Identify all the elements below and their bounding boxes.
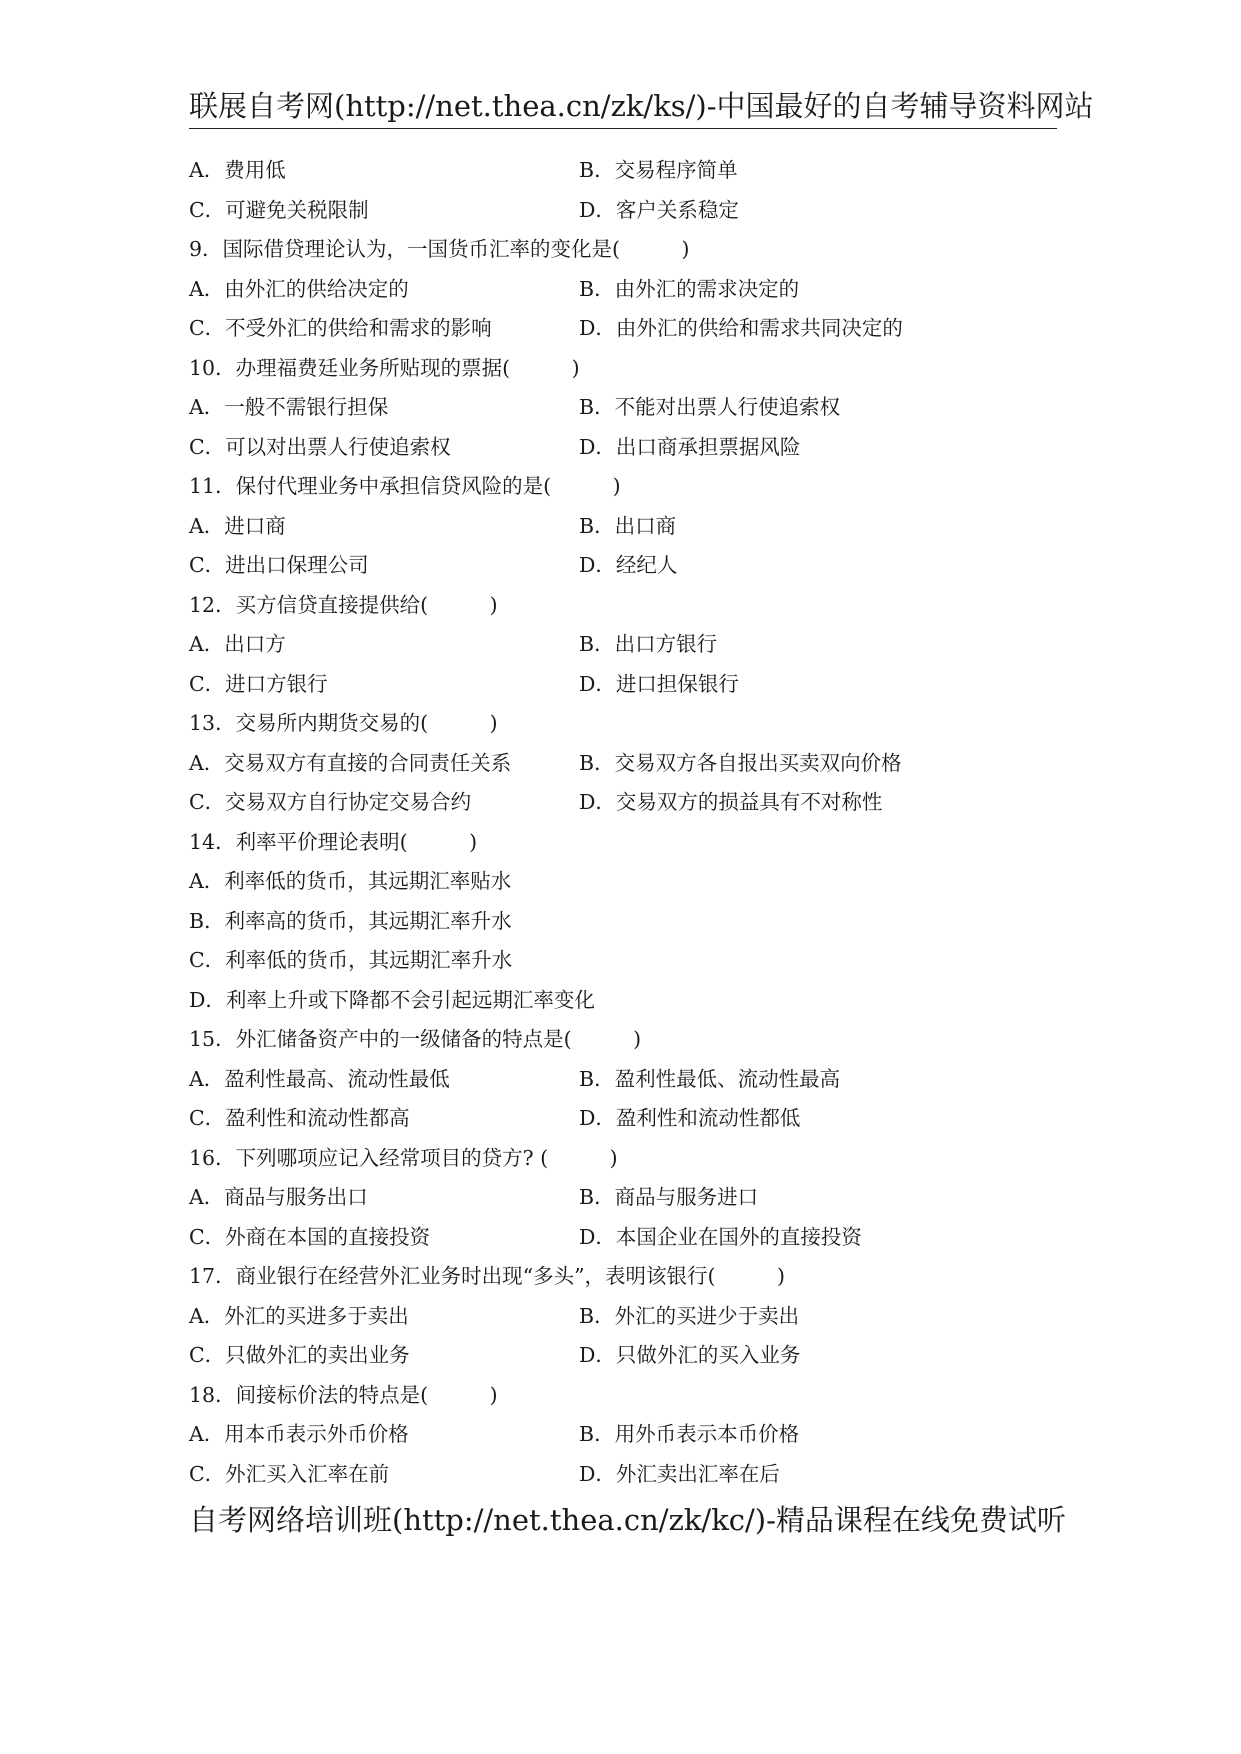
option-left: B．利率高的货币，其远期汇率升水 xyxy=(189,908,512,933)
page-header: 联展自考网(http://net.thea.cn/zk/ks/)-中国最好的自考辅导资料网站 xyxy=(189,86,1057,129)
option-right: D．出口商承担票据风险 xyxy=(579,434,801,459)
question-stem: 10．办理福费廷业务所贴现的票据( ) xyxy=(189,355,580,380)
option-right: D．交易双方的损益具有不对称性 xyxy=(579,790,883,814)
option-left: C．进出口保理公司 xyxy=(189,553,369,577)
question-stem: 15．外汇储备资产中的一级储备的特点是( ) xyxy=(189,1027,642,1051)
option-left: C．可避免关税限制 xyxy=(189,197,369,222)
option-left: C．外商在本国的直接投资 xyxy=(189,1224,431,1249)
option-left: A．外汇的买进多于卖出 xyxy=(189,1303,409,1328)
option-left: C．可以对出票人行使追索权 xyxy=(189,434,451,459)
option-left: A．商品与服务出口 xyxy=(189,1185,368,1209)
option-right: D．本国企业在国外的直接投资 xyxy=(579,1224,862,1249)
option-right: B．外汇的买进少于卖出 xyxy=(579,1303,800,1328)
option-right: D．由外汇的供给和需求共同决定的 xyxy=(579,316,903,340)
option-left: D．利率上升或下降都不会引起远期汇率变化 xyxy=(189,987,595,1012)
question-stem: 16．下列哪项应记入经常项目的贷方? ( ) xyxy=(189,1145,618,1170)
option-right: B．由外汇的需求决定的 xyxy=(579,276,800,301)
option-right: B．出口商 xyxy=(579,513,677,538)
option-left: A．由外汇的供给决定的 xyxy=(189,276,409,301)
option-right: D．只做外汇的买入业务 xyxy=(579,1343,801,1367)
option-left: C．交易双方自行协定交易合约 xyxy=(189,790,472,814)
option-left: C．进口方银行 xyxy=(189,671,328,696)
option-right: D．外汇卖出汇率在后 xyxy=(579,1461,780,1486)
option-left: A．利率低的货币，其远期汇率贴水 xyxy=(189,869,512,893)
option-right: D．客户关系稳定 xyxy=(579,197,739,222)
option-right: B．交易双方各自报出买卖双向价格 xyxy=(579,750,902,775)
option-left: C．利率低的货币，其远期汇率升水 xyxy=(189,948,513,972)
option-left: A．进口商 xyxy=(189,513,286,538)
option-left: A．交易双方有直接的合同责任关系 xyxy=(189,750,512,775)
page-footer: 自考网络培训班(http://net.thea.cn/zk/kc/)-精品课程在线免费试听 xyxy=(189,1503,1066,1537)
option-right: D．盈利性和流动性都低 xyxy=(579,1106,801,1130)
question-stem: 13．交易所内期货交易的( ) xyxy=(189,711,498,735)
question-stem: 14．利率平价理论表明( ) xyxy=(189,829,478,854)
question-stem: 18．间接标价法的特点是( ) xyxy=(189,1382,498,1407)
option-right: B．出口方银行 xyxy=(579,632,718,656)
question-stem: 12．买方信贷直接提供给( ) xyxy=(189,592,498,617)
option-right: B．商品与服务进口 xyxy=(579,1185,759,1209)
option-right: B．不能对出票人行使追索权 xyxy=(579,395,841,419)
option-right: B．交易程序简单 xyxy=(579,158,738,182)
option-right: D．进口担保银行 xyxy=(579,671,739,696)
option-left: C．只做外汇的卖出业务 xyxy=(189,1343,410,1367)
option-right: D．经纪人 xyxy=(579,553,678,577)
option-left: C．盈利性和流动性都高 xyxy=(189,1106,410,1130)
option-left: C．不受外汇的供给和需求的影响 xyxy=(189,316,492,340)
option-left: A．用本币表示外币价格 xyxy=(189,1422,409,1446)
question-stem: 17．商业银行在经营外汇业务时出现“多头”，表明该银行( ) xyxy=(189,1264,786,1288)
option-left: A．费用低 xyxy=(189,158,286,182)
option-left: A．一般不需银行担保 xyxy=(189,395,389,419)
option-right: B．盈利性最低、流动性最高 xyxy=(579,1066,841,1091)
option-left: A．出口方 xyxy=(189,632,286,656)
question-stem: 11．保付代理业务中承担信贷风险的是( ) xyxy=(189,474,621,498)
question-stem: 9．国际借贷理论认为，一国货币汇率的变化是( ) xyxy=(189,237,690,261)
option-left: C．外汇买入汇率在前 xyxy=(189,1461,390,1486)
option-left: A．盈利性最高、流动性最低 xyxy=(189,1066,450,1091)
option-right: B．用外币表示本币价格 xyxy=(579,1422,800,1446)
